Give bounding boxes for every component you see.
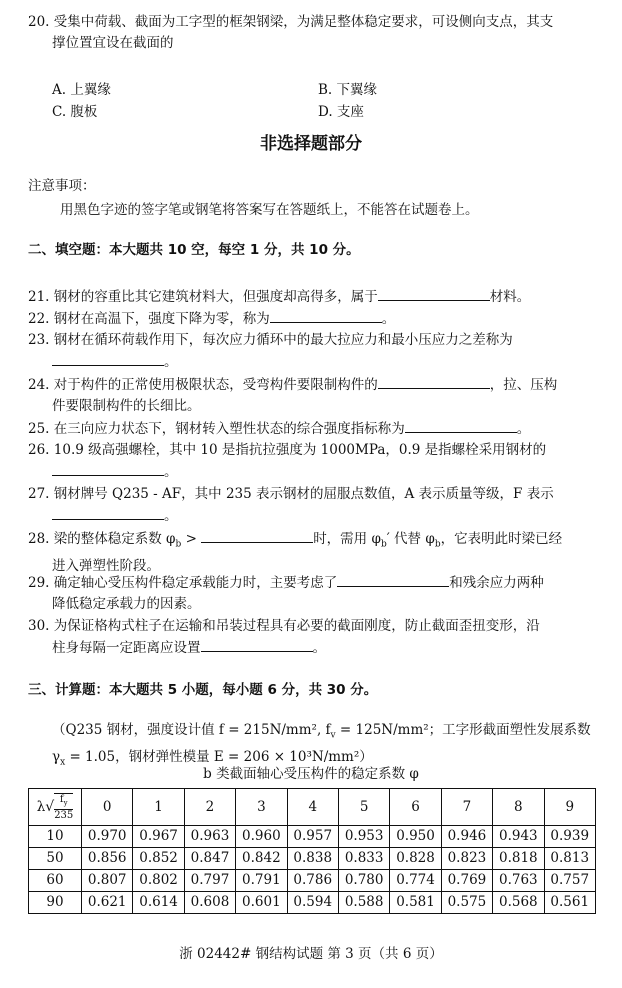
table-cell: 0.763 — [493, 870, 544, 892]
table-cell: 0.802 — [133, 870, 184, 892]
question-24 — [28, 374, 596, 417]
table-cell: 0.797 — [184, 870, 235, 892]
question-22 — [28, 308, 596, 330]
answer-blank — [52, 505, 164, 520]
page-footer: 浙 02442# 钢结构试题 第 3 页（共 6 页） — [179, 946, 443, 962]
table-cell: 0.769 — [441, 870, 492, 892]
table-cell: 0.842 — [236, 848, 287, 870]
question-21 — [28, 286, 596, 308]
answer-blank — [378, 374, 490, 389]
table-row — [29, 892, 596, 914]
q28-text: 28. 梁的整体稳定系数 φ — [28, 531, 176, 547]
section-calc-heading: 三、计算题：本大题共 5 小题，每小题 6 分，共 30 分。 — [28, 682, 378, 698]
table-cell: 0.943 — [493, 826, 544, 848]
q22-text: 22. 钢材在高温下，强度下降为零，称为 — [28, 311, 270, 327]
table-cell: 0.614 — [133, 892, 184, 914]
q28-sub: b — [175, 539, 182, 550]
answer-blank — [405, 418, 517, 433]
table-cell: 0.575 — [441, 892, 492, 914]
table-row — [29, 848, 596, 870]
frac-top: f — [59, 793, 64, 805]
table-cell: 0.852 — [133, 848, 184, 870]
row-label: 60 — [29, 870, 82, 892]
col-header: 5 — [338, 789, 389, 826]
table-cell: 0.594 — [287, 892, 338, 914]
table-cell: 0.807 — [82, 870, 133, 892]
calc-note-line2: = 1.05，钢材弹性模量 E = 206 × 10³N/mm²） — [65, 748, 373, 765]
section-fill-heading: 二、填空题：本大题共 10 空，每空 1 分，共 10 分。 — [28, 242, 360, 258]
table-cell: 0.561 — [544, 892, 595, 914]
q28-end: ，它表明此时梁已经 — [440, 531, 563, 547]
frac-sub: y — [63, 798, 68, 807]
q21-text: 21. 钢材的容重比其它建筑材料大，但强度却高得多，属于 — [28, 289, 378, 305]
table-cell: 0.963 — [184, 826, 235, 848]
table-cell: 0.757 — [544, 870, 595, 892]
table-cell: 0.833 — [338, 848, 389, 870]
row-label: 10 — [29, 826, 82, 848]
question-23 — [28, 330, 596, 373]
table-cell: 0.946 — [441, 826, 492, 848]
table-cell: 0.939 — [544, 826, 595, 848]
table-cell: 0.791 — [236, 870, 287, 892]
frac-bottom: 235 — [54, 809, 74, 821]
notice-text: 用黑色字迹的签字笔或钢笔将答案写在答题纸上，不能答在试题卷上。 — [60, 202, 479, 218]
q30-line2: 柱身每隔一定距离应设置 — [52, 640, 201, 656]
table-cell: 0.856 — [82, 848, 133, 870]
q21-end: 材料。 — [489, 289, 531, 305]
q28-sub3: b — [434, 539, 441, 550]
table-cell: 0.950 — [390, 826, 441, 848]
answer-blank — [201, 528, 313, 543]
question-20-line1: 20. 受集中荷载、截面为工字型的框架钢梁，为满足整体稳定要求，可设侧向支点，其支 — [28, 14, 554, 30]
q27-end: 。 — [164, 508, 178, 524]
q28-mid2: ′ 代替 φ — [386, 531, 435, 547]
col-header: 9 — [544, 789, 595, 826]
table-cell: 0.601 — [236, 892, 287, 914]
q23-end: 。 — [164, 354, 178, 370]
answer-blank — [52, 351, 164, 366]
q28-line2: 进入弹塑性阶段。 — [52, 557, 160, 574]
table-cell: 0.621 — [82, 892, 133, 914]
col-header: 4 — [287, 789, 338, 826]
answer-blank — [52, 461, 164, 476]
q24-text: 24. 对于构件的正常使用极限状态，受弯构件要限制构件的 — [28, 377, 378, 393]
calc-note-line1b: = 125N/mm²；工字形截面塑性发展系数 — [335, 722, 591, 738]
q25-end: 。 — [516, 421, 531, 437]
q22-end: 。 — [381, 311, 396, 327]
table-caption: b 类截面轴心受压构件的稳定系数 φ — [203, 766, 419, 782]
col-header: 0 — [82, 789, 133, 826]
table-row — [29, 826, 596, 848]
table-cell: 0.568 — [493, 892, 544, 914]
q27-text: 27. 钢材牌号 Q235 - AF，其中 235 表示钢材的屈服点数值，A 表示质量等级，F 表示 — [28, 486, 554, 502]
table-cell: 0.828 — [390, 848, 441, 870]
table-cell: 0.786 — [287, 870, 338, 892]
answer-blank — [378, 286, 490, 301]
col-header: 3 — [236, 789, 287, 826]
q26-end: 。 — [164, 464, 178, 480]
q30-text: 30. 为保证格构式柱子在运输和吊装过程具有必要的截面刚度，防止截面歪扭变形，沿 — [28, 618, 540, 634]
answer-blank — [270, 308, 382, 323]
option-a: A. 上翼缘 — [52, 82, 111, 98]
question-26 — [28, 440, 596, 483]
stability-coefficient-table — [28, 788, 596, 914]
table-cell: 0.581 — [390, 892, 441, 914]
table-cell: 0.818 — [493, 848, 544, 870]
table-cell: 0.970 — [82, 826, 133, 848]
table-cell: 0.838 — [287, 848, 338, 870]
q30-end: 。 — [312, 640, 326, 656]
gamma-symbol: γ — [52, 748, 61, 765]
table-cell: 0.957 — [287, 826, 338, 848]
q26-text: 26. 10.9 级高强螺栓，其中 10 是指抗拉强度为 1000MPa，0.9 是指螺栓采用钢材的 — [28, 442, 547, 458]
col-header: 8 — [493, 789, 544, 826]
part-title: 非选择题部分 — [260, 134, 362, 154]
col-header: 6 — [390, 789, 441, 826]
table-cell: 0.953 — [338, 826, 389, 848]
table-cell: 0.847 — [184, 848, 235, 870]
q28-sub2: b — [380, 539, 387, 550]
q28-gt: > — [181, 531, 202, 547]
table-cell: 0.780 — [338, 870, 389, 892]
option-d: D. 支座 — [318, 104, 364, 120]
table-cell: 0.823 — [441, 848, 492, 870]
option-b: B. 下翼缘 — [318, 82, 378, 98]
question-27 — [28, 484, 596, 527]
table-cell: 0.774 — [390, 870, 441, 892]
question-29 — [28, 572, 596, 615]
q29-text: 29. 确定轴心受压构件稳定承载能力时，主要考虑了 — [28, 575, 338, 591]
fv-sub: v — [330, 730, 336, 741]
option-c: C. 腹板 — [52, 104, 98, 120]
row-label: 50 — [29, 848, 82, 870]
question-20 — [28, 12, 596, 54]
question-25 — [28, 418, 596, 440]
q29-mid: 和残余应力两种 — [449, 575, 544, 591]
table-cell: 0.967 — [133, 826, 184, 848]
table-header-row — [29, 789, 596, 826]
calc-note-line1: （Q235 钢材，强度设计值 f = 215N/mm², f — [52, 722, 331, 738]
header-lambda-cell: λ √ $f_y$ 235 — [29, 789, 82, 826]
gamma-sub: x — [60, 757, 66, 768]
q29-line2: 降低稳定承载力的因素。 — [52, 596, 201, 612]
table-cell: 0.588 — [338, 892, 389, 914]
q24-mid: ，拉、压构 — [489, 377, 558, 393]
answer-blank — [201, 637, 313, 652]
q28-mid: 时，需用 φ — [313, 531, 381, 547]
table-cell: 0.960 — [236, 826, 287, 848]
answer-blank — [337, 572, 449, 587]
q25-text: 25. 在三向应力状态下，钢材转入塑性状态的综合强度指标称为 — [28, 421, 405, 437]
question-30 — [28, 616, 596, 659]
table-cell: 0.608 — [184, 892, 235, 914]
q24-line2: 件要限制构件的长细比。 — [52, 398, 201, 414]
col-header: 7 — [441, 789, 492, 826]
question-28 — [28, 528, 596, 577]
lambda-symbol: λ — [36, 798, 46, 815]
row-label: 90 — [29, 892, 82, 914]
col-header: 1 — [133, 789, 184, 826]
q23-text: 23. 钢材在循环荷载作用下，每次应力循环中的最大拉应力和最小压应力之差称为 — [28, 332, 513, 348]
table-cell: 0.813 — [544, 848, 595, 870]
notice-heading: 注意事项： — [28, 178, 96, 194]
question-20-line2: 撑位置宜设在截面的 — [52, 35, 174, 51]
table-row — [29, 870, 596, 892]
col-header: 2 — [184, 789, 235, 826]
